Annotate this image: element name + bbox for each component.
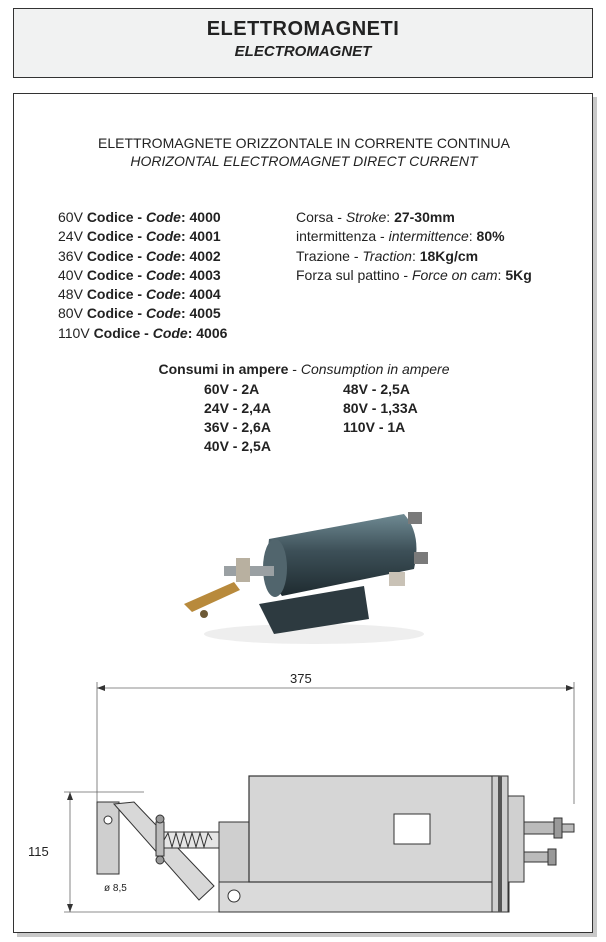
consumption-item: 60V - 2A [204, 381, 260, 397]
hole-dimension-label: ø 8,5 [104, 883, 127, 894]
consumption-list-left [204, 380, 271, 456]
technical-drawing [14, 664, 594, 932]
spec-list [296, 208, 532, 285]
product-title [14, 134, 594, 170]
consumption-item: 40V - 2,5A [204, 438, 271, 454]
product-panel [13, 93, 593, 933]
page-subtitle: ELECTROMAGNET [234, 43, 372, 60]
spec-row-stroke: Corsa - Stroke: 27-30mm [296, 209, 455, 225]
consumption-item: 80V - 1,33A [343, 400, 418, 416]
code-row: 24V Codice - Code: 4001 [58, 228, 221, 245]
code-row: 80V Codice - Code: 4005 [58, 305, 221, 322]
code-row: 60V Codice - Code: 4000 [58, 209, 221, 225]
product-title-it: ELETTROMAGNETE ORIZZONTALE IN CORRENTE CONTINUA [98, 135, 510, 151]
consumption-item: 24V - 2,4A [204, 400, 271, 416]
width-dimension-label: 375 [290, 671, 312, 686]
code-list [58, 208, 227, 343]
product-photo [164, 494, 434, 654]
code-row: 40V Codice - Code: 4003 [58, 266, 221, 283]
consumption-item: 36V - 2,6A [204, 419, 271, 435]
spec-row-force: Forza sul pattino - Force on cam: 5Kg [296, 266, 532, 283]
code-row: 110V Codice - Code: 4006 [58, 324, 228, 341]
header-box [13, 8, 593, 78]
spec-row-traction: Trazione - Traction: 18Kg/cm [296, 247, 479, 264]
page-title: ELETTROMAGNETI [206, 18, 400, 40]
consumption-list-right [343, 380, 418, 437]
consumption-title: Consumi in ampere - Consumption in ampere [158, 361, 450, 377]
consumption-item: 110V - 1A [343, 419, 406, 435]
height-dimension-label: 115 [28, 844, 49, 859]
product-title-en: HORIZONTAL ELECTROMAGNET DIRECT CURRENT [130, 153, 478, 169]
consumption-item: 48V - 2,5A [343, 381, 410, 397]
code-row: 36V Codice - Code: 4002 [58, 247, 221, 264]
code-row: 48V Codice - Code: 4004 [58, 286, 221, 303]
spec-row-intermittence: intermittenza - intermittence: 80% [296, 228, 505, 245]
